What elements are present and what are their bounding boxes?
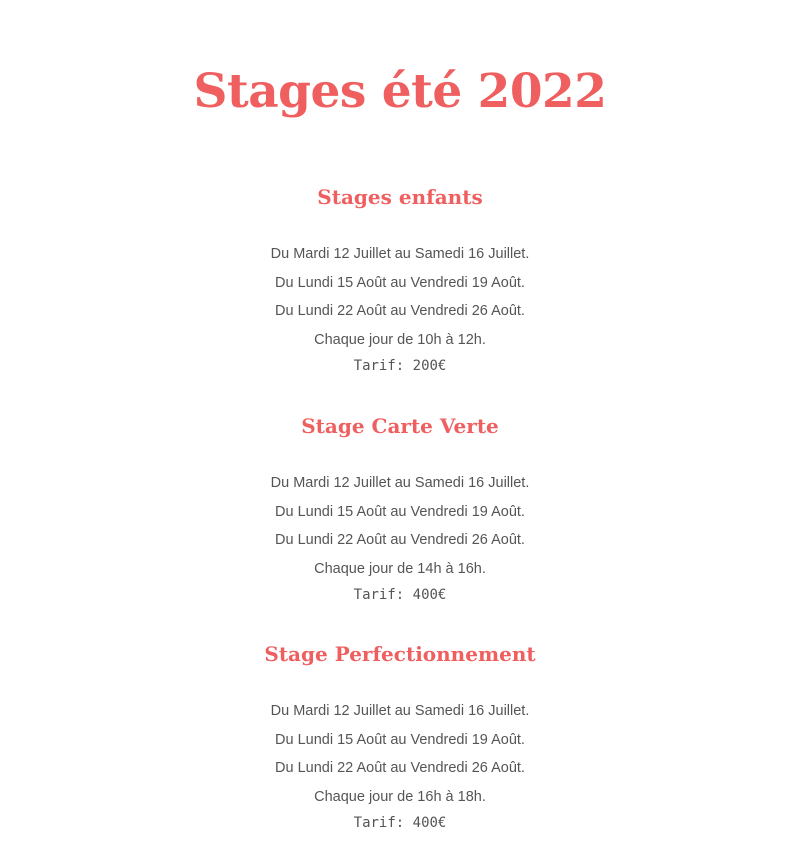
page-title: Stages été 2022 [193,64,607,119]
section-details [0,469,800,607]
section-details [0,240,800,378]
date-range: Du Mardi 12 Juillet au Samedi 16 Juillet. [270,246,530,262]
section-stage-carte-verte [0,411,800,607]
schedule: Chaque jour de 14h à 16h. [314,560,486,577]
date-range: Du Lundi 15 Août au Vendredi 19 Août. [275,731,525,748]
section-title: Stages enfants [317,185,483,209]
tarif: Tarif: 400€ [353,815,447,831]
date-range: Du Lundi 22 Août au Vendredi 26 Août. [275,303,525,319]
date-range: Du Lundi 22 Août au Vendredi 26 Août. [275,532,525,548]
date-range: Du Lundi 15 Août au Vendredi 19 Août. [275,274,525,291]
section-stage-perfectionnement [0,639,800,835]
date-range: Du Lundi 15 Août au Vendredi 19 Août. [275,503,525,520]
date-range: Du Mardi 12 Juillet au Samedi 16 Juillet. [270,703,530,719]
schedule: Chaque jour de 16h à 18h. [314,788,486,805]
tarif: Tarif: 400€ [353,587,447,603]
schedule: Chaque jour de 10h à 12h. [314,331,486,348]
section-stages-enfants [0,182,800,378]
section-details [0,697,800,835]
tarif: Tarif: 200€ [353,358,447,374]
section-title: Stage Carte Verte [301,414,499,438]
section-title: Stage Perfectionnement [264,642,536,666]
date-range: Du Mardi 12 Juillet au Samedi 16 Juillet. [270,475,530,491]
date-range: Du Lundi 22 Août au Vendredi 26 Août. [275,760,525,776]
